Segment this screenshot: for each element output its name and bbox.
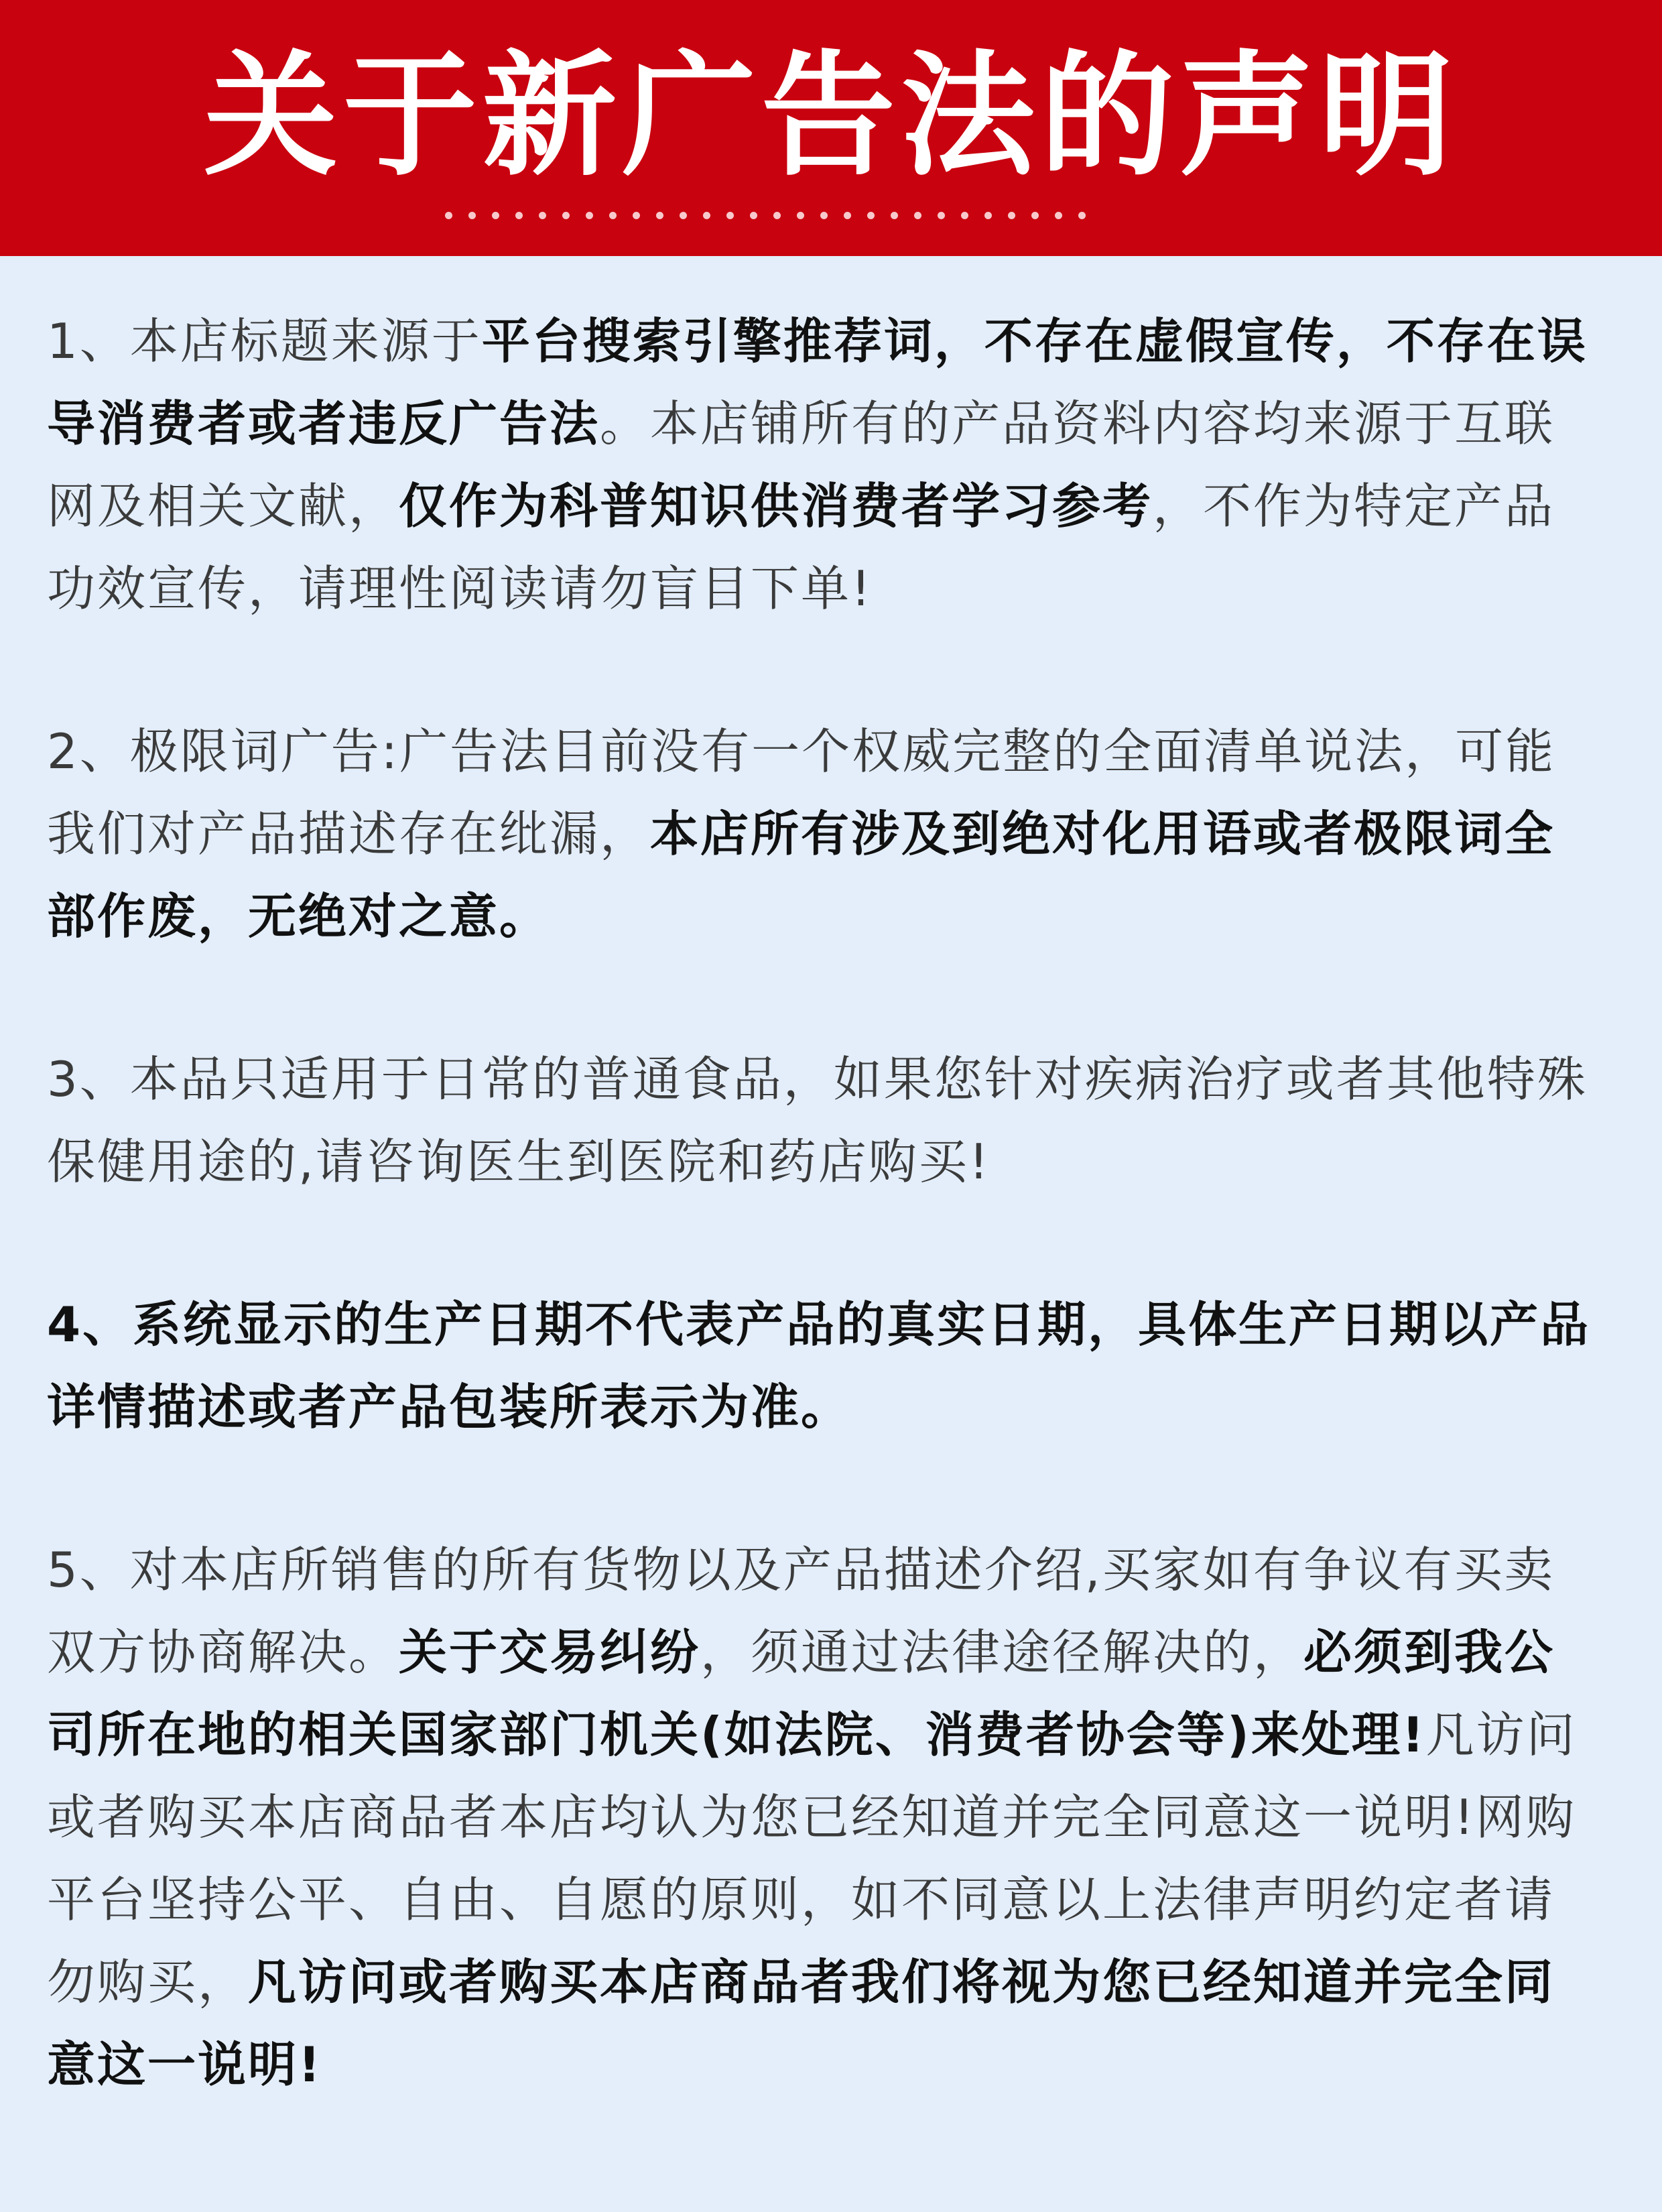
statement-paragraph-4 <box>47 1284 1662 1449</box>
text-line <box>47 465 1662 548</box>
text-line <box>47 1121 1662 1203</box>
text-segment: 平台坚持公平、自由、自愿的原则，如不同意以上法律声明约定者请 <box>47 1871 1555 1928</box>
text-line <box>47 1694 1662 1776</box>
decorative-dot <box>633 212 640 219</box>
text-line <box>47 1941 1662 2024</box>
decorative-dot <box>726 212 734 219</box>
text-segment: 或者购买本店商品者本店均认为您已经知道并完全同意这一说明!网购 <box>47 1789 1576 1845</box>
decorative-dot <box>984 212 992 219</box>
text-line <box>47 711 1662 793</box>
decorative-dot <box>820 212 828 219</box>
text-segment: 2、极限词广告:广告法目前没有一个权威完整的全面清单说法，可能 <box>47 723 1556 780</box>
decorative-dot <box>891 212 898 219</box>
decorative-dot <box>1031 212 1039 219</box>
decorative-dot <box>656 212 663 219</box>
statement-paragraph-5 <box>47 1529 1662 2106</box>
bold-text-segment: 凡访问或者购买本店商品者我们将视为您已经知道并完全同 <box>248 1954 1555 2010</box>
text-line <box>47 1859 1662 1941</box>
decorative-dot <box>797 212 804 219</box>
statement-paragraph-3 <box>47 1038 1662 1203</box>
decorative-dot <box>961 212 968 219</box>
text-segment: 功效宣传，请理性阅读请勿盲目下单! <box>47 560 873 617</box>
text-line <box>47 875 1662 958</box>
header-banner <box>0 0 1662 256</box>
text-segment: 网及相关文献， <box>47 478 399 534</box>
bold-text-segment: 必须到我公 <box>1303 1624 1555 1680</box>
text-line <box>47 1038 1662 1121</box>
text-line <box>47 1366 1662 1449</box>
text-line <box>47 1529 1662 1611</box>
bold-text-segment: 平台搜索引擎推荐词，不存在虚假宣传，不存在误 <box>481 313 1588 369</box>
decorative-dot <box>586 212 593 219</box>
text-line <box>47 383 1662 465</box>
text-segment: 。本店铺所有的产品资料内容均来源于互联 <box>600 395 1555 452</box>
bold-text-segment: 关于交易纠纷 <box>399 1624 701 1680</box>
bold-text-segment: 4、系统显示的生产日期不代表产品的真实日期，具体生产日期以产品 <box>47 1296 1591 1353</box>
statement-paragraph-1 <box>47 300 1662 630</box>
text-segment: ，不作为特定产品 <box>1153 478 1555 534</box>
bold-text-segment: 司所在地的相关国家部门机关(如法院、消费者协会等)来处理! <box>47 1707 1426 1763</box>
page-title: 关于新广告法的声明 <box>203 38 1458 194</box>
decorative-dot <box>562 212 570 219</box>
decorative-dot <box>773 212 781 219</box>
bold-text-segment: 导消费者或者违反广告法 <box>47 395 600 452</box>
decorative-dot <box>938 212 945 219</box>
decorative-dot <box>468 212 476 219</box>
decorative-dot <box>750 212 757 219</box>
decorative-dot <box>515 212 523 219</box>
bold-text-segment: 详情描述或者产品包装所表示为准。 <box>47 1379 852 1435</box>
text-line <box>47 1776 1662 1859</box>
text-segment: 5、对本店所销售的所有货物以及产品描述介绍,买家如有争议有买卖 <box>47 1542 1555 1598</box>
text-line <box>47 300 1662 383</box>
text-segment: 勿购买， <box>47 1954 249 2010</box>
text-line <box>47 2024 1662 2106</box>
bold-text-segment: 意这一说明! <box>47 2036 322 2093</box>
bold-text-segment: 仅作为科普知识供消费者学习参考 <box>399 478 1153 534</box>
decorative-dot <box>680 212 687 219</box>
bold-text-segment: 部作废，无绝对之意。 <box>47 888 550 944</box>
statement-paragraph-2 <box>47 711 1662 958</box>
decorative-dot <box>539 212 546 219</box>
decorative-dot <box>609 212 617 219</box>
decorative-dot <box>492 212 499 219</box>
bold-text-segment: 本店所有涉及到绝对化用语或者极限词全 <box>650 806 1555 862</box>
text-line <box>47 1284 1662 1366</box>
text-segment: ，须通过法律途径解决的， <box>700 1624 1304 1680</box>
text-line <box>47 548 1662 630</box>
text-line <box>47 1611 1662 1694</box>
statement-body <box>47 300 1662 2187</box>
text-segment: 凡访问 <box>1425 1707 1577 1763</box>
decorative-dot <box>867 212 875 219</box>
text-segment: 1、本店标题来源于 <box>47 313 482 369</box>
decorative-dot <box>1008 212 1015 219</box>
text-line <box>47 793 1662 875</box>
text-segment: 3、本品只适用于日常的普通食品，如果您针对疾病治疗或者其他特殊 <box>47 1051 1588 1107</box>
decorative-dot <box>914 212 921 219</box>
text-segment: 双方协商解决。 <box>47 1624 399 1680</box>
text-segment: 我们对产品描述存在纰漏， <box>47 806 651 862</box>
decorative-dot <box>844 212 851 219</box>
decorative-dot-row <box>445 212 1086 227</box>
text-segment: 保健用途的,请咨询医生到医院和药店购买! <box>47 1133 990 1190</box>
decorative-dot <box>703 212 710 219</box>
decorative-dot <box>445 212 452 219</box>
decorative-dot <box>1055 212 1062 219</box>
decorative-dot <box>1078 212 1086 219</box>
